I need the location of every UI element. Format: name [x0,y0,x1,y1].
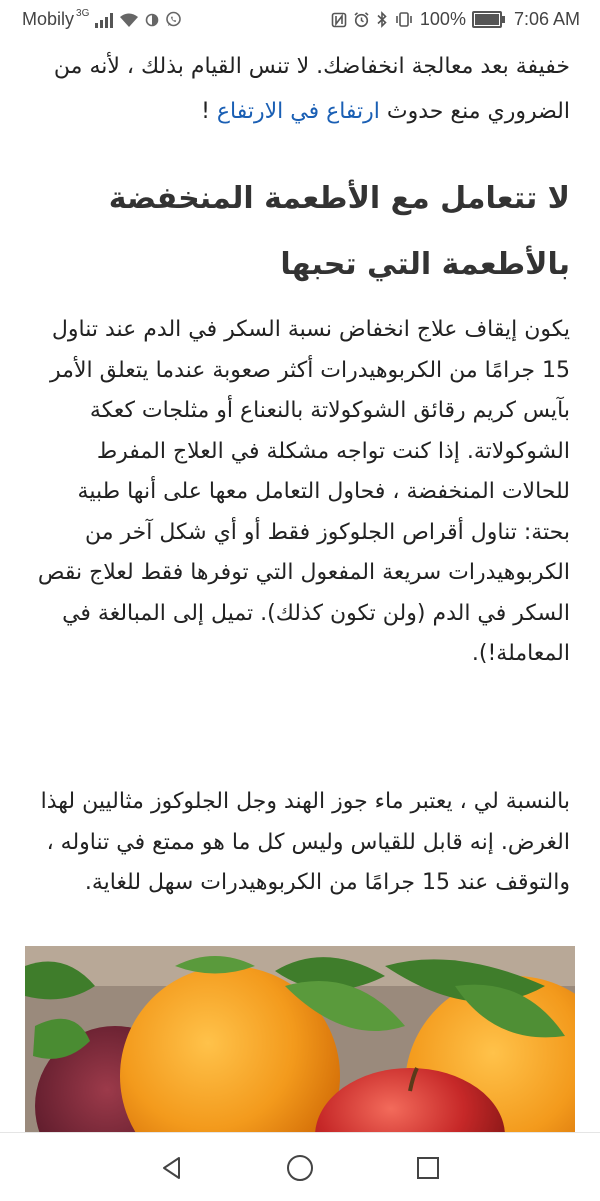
battery-percent: 100% [419,9,466,29]
back-button[interactable] [152,1151,192,1185]
network-type: 3G [76,8,90,19]
fruit-image[interactable] [25,946,575,1132]
article-content [0,40,600,1132]
intro-end: ! [201,99,217,124]
whatsapp-icon [165,11,182,28]
signal-icon [95,12,113,28]
status-bar [0,0,600,40]
wifi-icon [119,12,139,28]
vibrate-icon [394,11,414,28]
carrier-name: Mobily [22,9,75,29]
section-heading: لا تتعامل مع الأطعمة المنخفضة بالأطعمة التي تحبها [108,181,570,282]
nfc-icon [331,12,347,28]
status-right [331,9,580,30]
fruit-illustration [25,946,575,1132]
recents-button[interactable] [408,1151,448,1185]
clock: 7:06 AM [513,9,580,29]
back-icon [159,1155,185,1181]
intro-link[interactable]: ارتفاع في الارتفاع [216,99,380,124]
home-icon [286,1154,314,1182]
navigation-bar [0,1132,600,1201]
recents-icon [416,1156,440,1180]
paragraph-2: بالنسبة لي ، يعتبر ماء جوز الهند وجل الجلوكوز مثاليين لهذا الغرض. إنه قابل للقياس وليس كل ما هو ممتع في تناوله ، والتوقف عند 15 جرامًا من الكربوهيدرات سهل للغاية. [40,789,570,895]
home-button[interactable] [280,1151,320,1185]
status-left [22,9,182,30]
data-saver-icon [145,13,159,27]
alarm-icon [353,11,370,28]
intro-text: خفيفة بعد معالجة انخفاضك. لا تنس القيام بذلك ، لأنه من الضروري منع حدوث [53,54,570,124]
battery-icon [472,11,502,28]
intro-paragraph [30,44,570,134]
paragraph-1: يكون إيقاف علاج انخفاض نسبة السكر في الدم عند تناول 15 جرامًا من الكربوهيدرات أكثر صعوبة عندما يتعلق الأمر بآيس كريم رقائق الشوكولاتة بالنعناع أو مثلجات كعكة الشوكولاتة. إذا كنت تواجه مشكلة في العلاج المفرط للحالات المنخفضة ، فحاول التعامل معها على أنها طبية بحتة: تناول أقراص الجلوكوز فقط أو أي شكل آخر من الكربوهيدرات سريعة المفعول التي توفرها فقط لعلاج نقص السكر في الدم (ولن تكون كذلك). تميل إلى المبالغة في المعاملة!). [37,317,570,666]
bluetooth-icon [376,11,388,28]
battery-fill [475,14,499,25]
